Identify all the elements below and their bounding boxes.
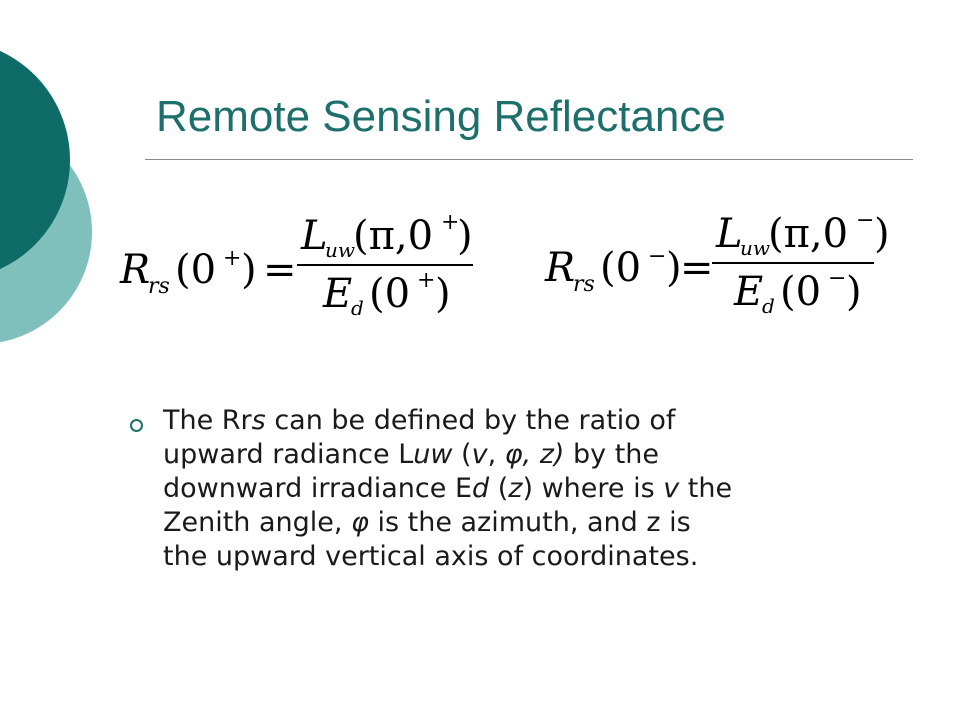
bullet-line-2 <box>163 438 888 472</box>
equation-rrs-below <box>540 203 905 318</box>
bullet-line-1 <box>163 404 888 438</box>
text-run-italic: v <box>663 473 680 504</box>
text-run: is the azimuth, and z is <box>368 507 691 538</box>
eq1-num-arg: (π,0 <box>353 213 434 259</box>
eq1-lhs-symbol: R <box>120 247 151 293</box>
eq1-den-close: ) <box>435 271 451 317</box>
eq1-den-sub: d <box>351 296 364 320</box>
text-run-italic: φ, z) <box>504 439 565 470</box>
eq2-lhs-arg: (0 <box>600 245 642 291</box>
eq1-lhs-arg: (0 <box>175 247 217 293</box>
text-run: ) where is <box>522 473 664 504</box>
eq2-num-symbol: L <box>716 211 743 257</box>
text-run-italic: uw <box>413 439 453 470</box>
text-run: downward irradiance E <box>163 473 472 504</box>
eq1-den-sign: + <box>417 268 436 293</box>
eq1-num-sign: + <box>441 210 460 235</box>
bullet-line-4 <box>163 506 888 540</box>
text-run-italic: v <box>471 439 488 470</box>
text-run: , <box>487 439 505 470</box>
slide-decoration <box>0 0 100 380</box>
text-run: the upward vertical axis of coordinates. <box>163 541 699 572</box>
eq2-den-sub: d <box>762 294 775 318</box>
eq1-lhs-close: ) <box>241 247 257 293</box>
bullet-line-3 <box>163 472 888 506</box>
hollow-circle-bullet-icon <box>130 419 143 432</box>
eq2-lhs-symbol: R <box>545 245 576 291</box>
title-underline <box>145 159 913 160</box>
text-run: ( <box>489 473 509 504</box>
eq1-lhs-sign: + <box>223 246 242 271</box>
text-run: upward radiance L <box>163 439 414 470</box>
eq2-den-close: ) <box>846 269 862 315</box>
eq2-num-sign: − <box>856 208 875 233</box>
text-run: Zenith angle, <box>163 507 352 538</box>
text-run-italic: d <box>472 473 490 504</box>
bullet-item <box>128 404 888 574</box>
eq2-num-arg: (π,0 <box>768 211 849 257</box>
eq2-equals: = <box>680 245 714 291</box>
eq2-num-sub: uw <box>740 236 770 260</box>
eq1-num-close: ) <box>457 213 473 259</box>
eq1-num-sub: uw <box>325 238 355 262</box>
bullet-line-5 <box>163 540 888 574</box>
text-run-italic: s <box>251 405 266 436</box>
eq1-equals: = <box>263 247 297 293</box>
text-run: The Rr <box>163 405 252 436</box>
eq2-lhs-sub: rs <box>573 272 595 297</box>
eq2-lhs-sign: − <box>648 244 667 269</box>
eq2-den-sign: − <box>828 266 847 291</box>
text-run-italic: z <box>508 473 523 504</box>
eq2-lhs-close: ) <box>666 245 682 291</box>
eq2-den-symbol: E <box>734 269 764 315</box>
slide-title: Remote Sensing Reflectance <box>156 92 726 141</box>
equation-rrs-above <box>115 205 480 320</box>
eq1-den-symbol: E <box>323 271 353 317</box>
text-run: by the <box>564 439 660 470</box>
bullet-text <box>163 404 888 574</box>
text-run: can be defined by the ratio of <box>265 405 676 436</box>
text-run-italic: φ <box>351 507 369 538</box>
eq2-den-arg: (0 <box>780 269 822 315</box>
eq1-lhs-sub: rs <box>148 274 170 299</box>
eq1-den-arg: (0 <box>369 271 411 317</box>
eq1-num-symbol: L <box>301 213 328 259</box>
eq2-num-close: ) <box>874 211 890 257</box>
text-run: the <box>679 473 733 504</box>
text-run: ( <box>452 439 472 470</box>
